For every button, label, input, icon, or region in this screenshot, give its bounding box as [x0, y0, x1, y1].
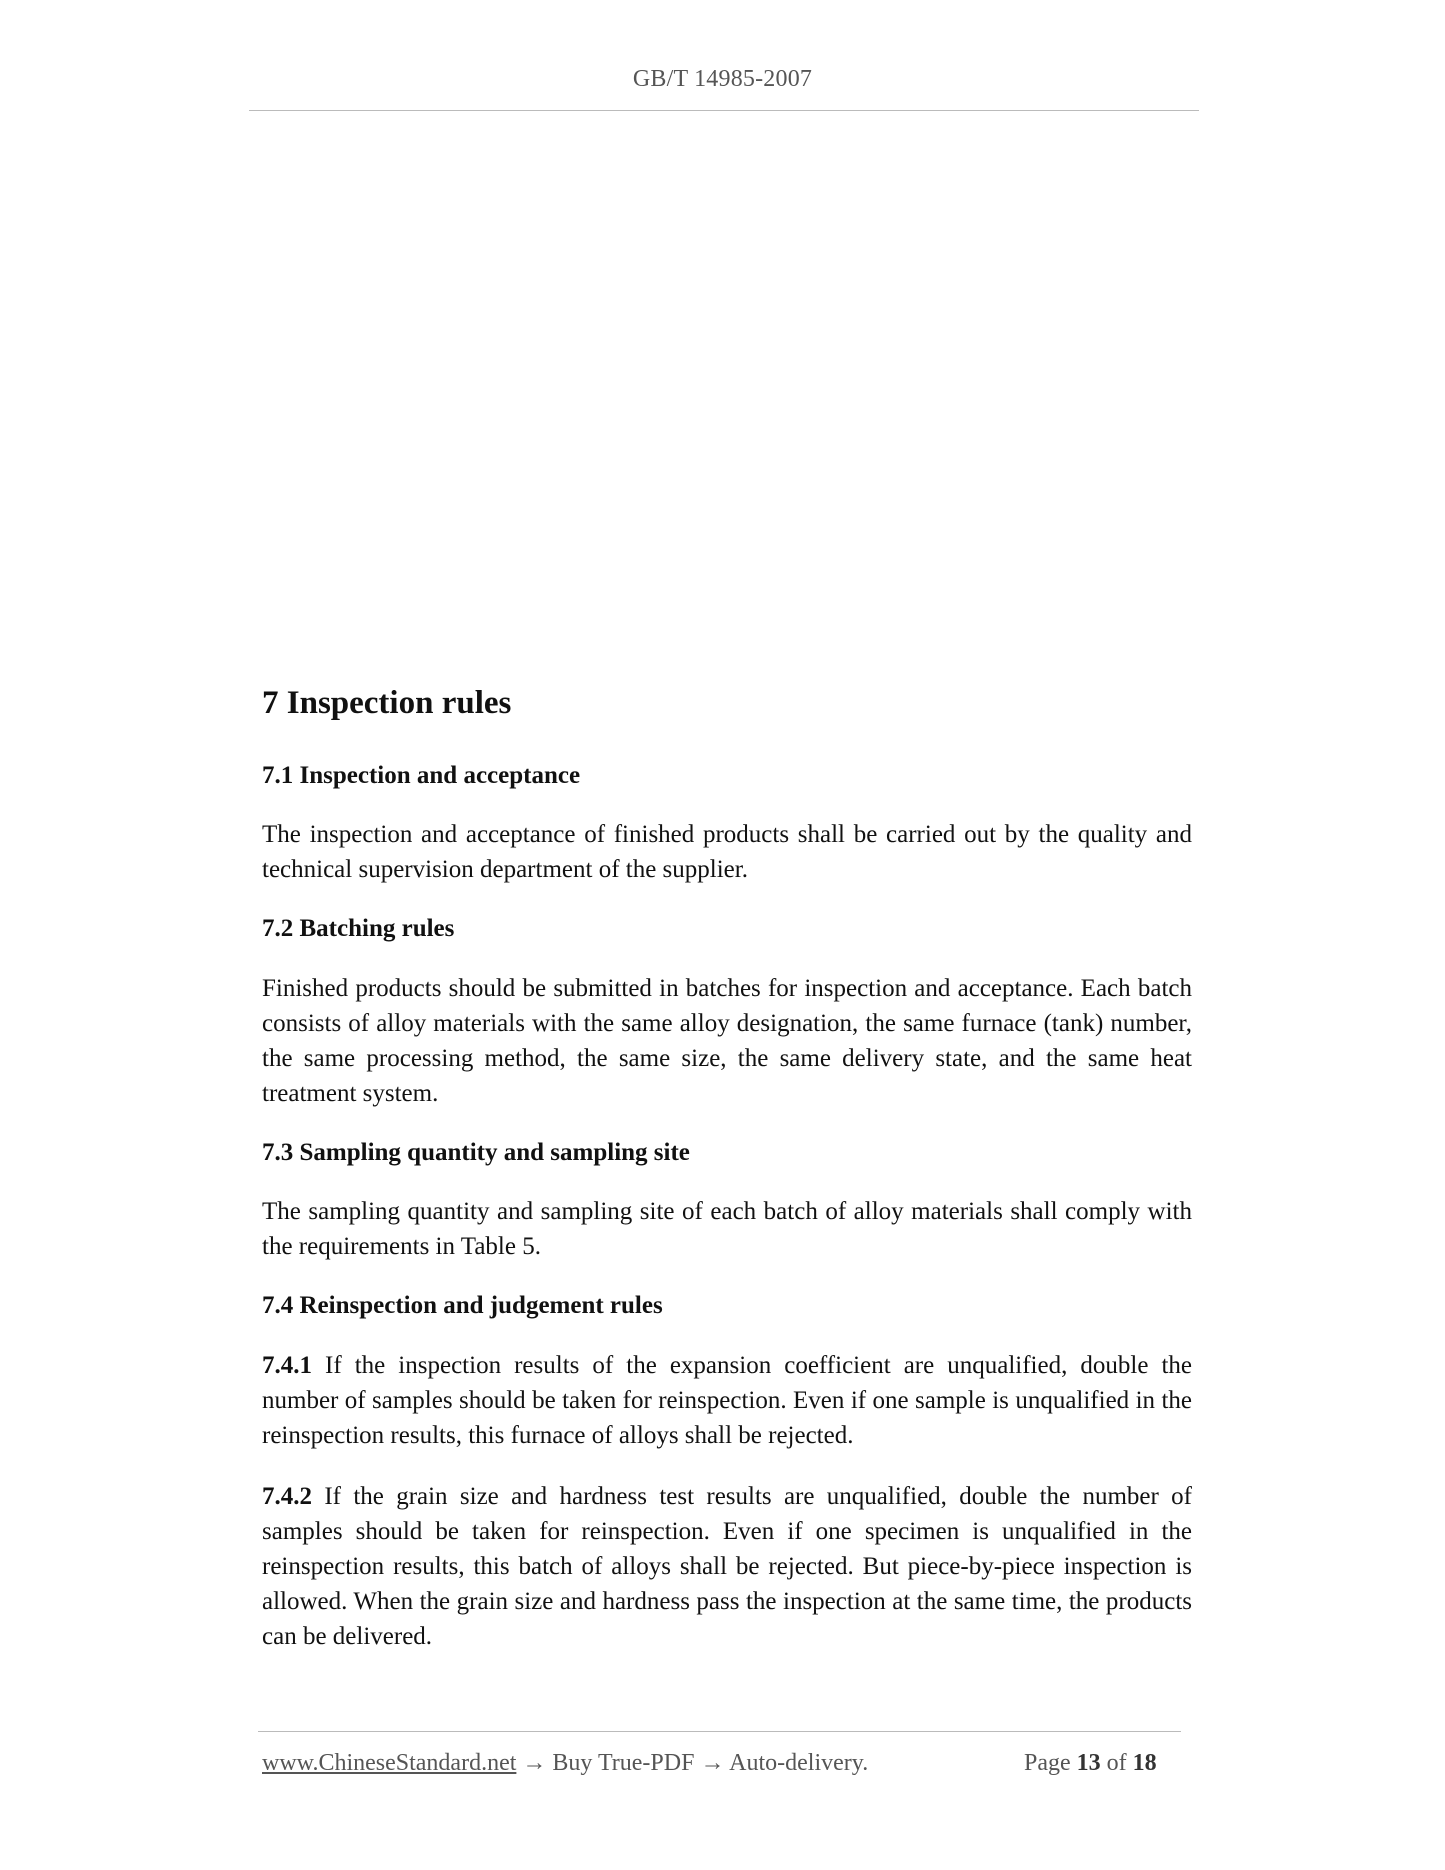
clause-7-4-2 — [262, 1479, 1192, 1654]
page-current: 13 — [1076, 1750, 1101, 1776]
subsection-heading-7-3: 7.3 Sampling quantity and sampling site — [262, 1138, 690, 1166]
page-of: of — [1106, 1750, 1127, 1776]
site-link[interactable]: www.ChineseStandard.net — [262, 1750, 517, 1776]
subsection-body-7-1: The inspection and acceptance of finished products shall be carried out by the quality and technical supervision department of the supplier. — [262, 821, 1192, 884]
subsection-heading-7-4: 7.4 Reinspection and judgement rules — [262, 1292, 663, 1320]
clause-text: If the grain size and hardness test results are unqualified, double the number of samples should be taken for reinspection. Even if one specimen is unqualified in the reinspection results, this batch of alloys shall be rejected. But piece-by-piece inspection is allowed. When the grain size and hardness pass the inspection at the same time, the products can be delivered. — [262, 1482, 1193, 1650]
subsection-heading-7-2: 7.2 Batching rules — [262, 915, 455, 943]
section-title: 7 Inspection rules — [262, 685, 512, 721]
clause-number: 7.4.2 — [262, 1482, 312, 1510]
buy-text: Buy True-PDF — [552, 1750, 695, 1776]
page-total: 18 — [1132, 1750, 1157, 1776]
page-indicator — [1024, 1750, 1157, 1777]
arrow-right-icon: → — [700, 1750, 725, 1776]
footer-promo — [262, 1750, 868, 1777]
clause-text: If the inspection results of the expansion coefficient are unqualified, double the number of samples should be taken for reinspection. Even if one sample is unqualified in the reinspection results, this furnace of alloys shall be rejected. — [262, 1351, 1193, 1449]
subsection-heading-7-1: 7.1 Inspection and acceptance — [262, 761, 581, 789]
page-header-title: GB/T 14985-2007 — [632, 66, 813, 92]
clause-7-4-1 — [262, 1348, 1192, 1453]
clause-number: 7.4.1 — [262, 1351, 312, 1379]
arrow-right-icon: → — [522, 1750, 547, 1776]
subsection-body-7-2: Finished products should be submitted in batches for inspection and acceptance. Each batch consists of alloy materials with the same alloy designation, the same furnace (tank) number, the same processing method, the same size, the same delivery state, and the same heat treatment system. — [262, 974, 1192, 1107]
delivery-text: Auto-delivery. — [729, 1750, 869, 1776]
document-body — [262, 684, 1192, 1680]
page-label: Page — [1024, 1750, 1071, 1776]
header-divider — [249, 110, 1199, 111]
subsection-body-7-3: The sampling quantity and sampling site of each batch of alloy materials shall comply with the requirements in Table 5. — [262, 1198, 1192, 1261]
footer-divider — [258, 1731, 1181, 1732]
